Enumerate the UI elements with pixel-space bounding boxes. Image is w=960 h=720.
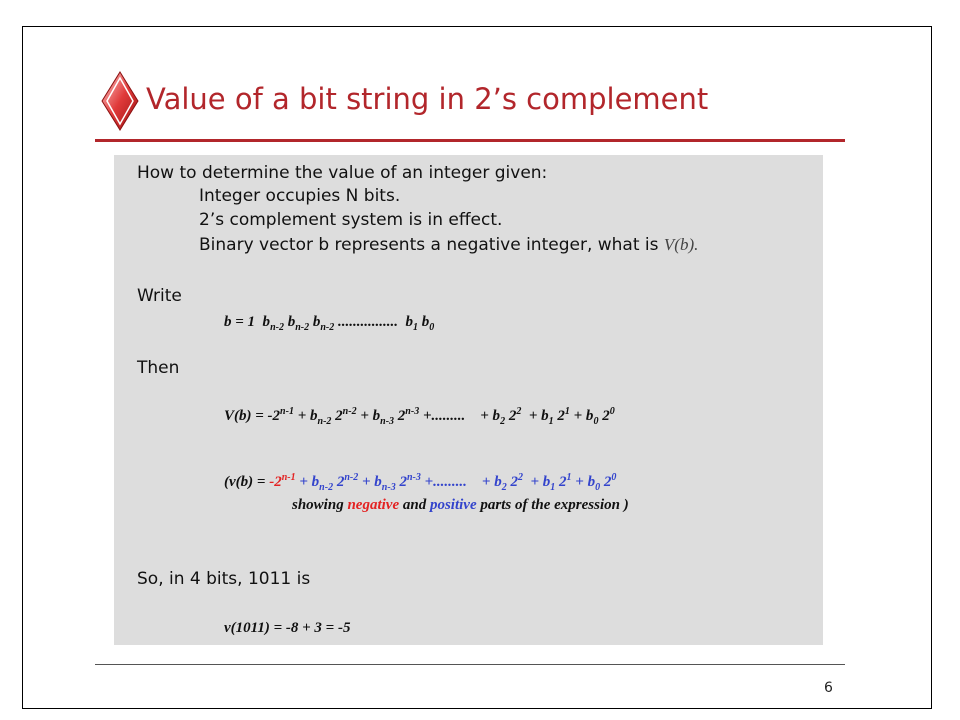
slide-title: Value of a bit string in 2’s complement xyxy=(146,82,709,116)
write-label: Write xyxy=(137,286,182,306)
formula-b: b = 1 $b_{n-2}$ $b_{n-2}$ $b_{n-2}$ ................ $b_1$ $b_0$ xyxy=(224,314,435,333)
showing-post: parts of the expression ) xyxy=(476,497,629,513)
example-formula: v(1011) = -8 + 3 = -5 xyxy=(224,620,351,636)
title-rule xyxy=(95,139,845,142)
then-label: Then xyxy=(137,358,180,378)
showing-pre: showing xyxy=(292,497,348,513)
formula-vb-colored: ($v(b) = -2^{n-1} + b_{n-2}$ $2^{n-2} + b_{n-3}$ $2^{n-3}$ +......... + $b_2$ $2^2 + b_1$ $2^1 + b_0$ $2^0$ xyxy=(224,472,617,493)
condition-2: 2’s complement system is in effect. xyxy=(199,210,503,230)
red-diamond-icon xyxy=(100,70,140,132)
so-label: So, in 4 bits, 1011 is xyxy=(137,569,311,589)
footer-rule xyxy=(95,664,845,665)
condition-1: Integer occupies N bits. xyxy=(199,186,401,206)
condition-3 xyxy=(199,235,698,255)
condition-3-text: Binary vector b represents a negative integer, what is xyxy=(199,235,664,255)
negative-word: negative xyxy=(347,497,400,513)
showing-mid: and xyxy=(399,497,430,513)
showing-caption xyxy=(292,497,629,514)
formula-vb: $V(b) = -2^{n-1} + b_{n-2}$ $2^{n-2} + b_{n-3}$ $2^{n-3}$ +......... + $b_2$ $2^2 + b_1$ $2^1 + b_0$ $2^0$ xyxy=(224,406,615,427)
intro-text: How to determine the value of an integer given: xyxy=(137,163,548,183)
positive-word: positive xyxy=(429,497,477,513)
vb-inline: V(b). xyxy=(663,235,699,254)
page-number: 6 xyxy=(824,680,833,696)
